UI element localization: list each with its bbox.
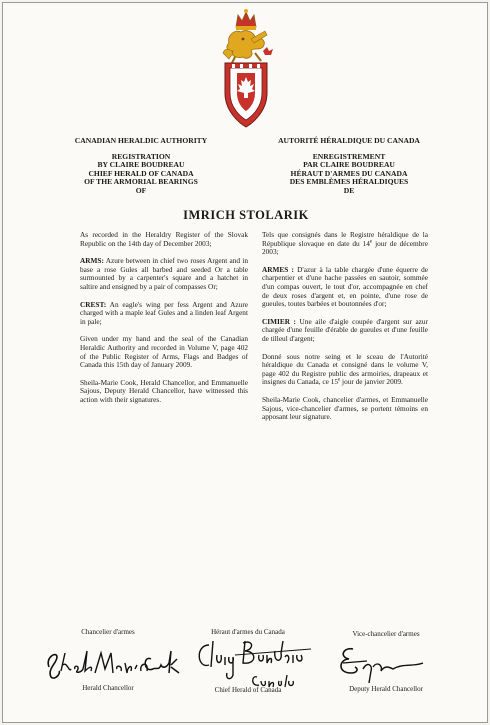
shield-icon: [225, 63, 267, 127]
recorded-paragraph: [262, 231, 428, 257]
header-line: REGISTRATION: [111, 151, 171, 161]
crown-icon: [236, 9, 256, 30]
signature-left: [43, 643, 183, 685]
given-text-end: jour de janvier 2009.: [340, 377, 403, 387]
body-french: [262, 231, 428, 431]
authority-name-fr: AUTORITÉ HÉRALDIQUE DU CANADA: [278, 136, 420, 145]
authority-name-en: CANADIAN HERALDIC AUTHORITY: [74, 136, 208, 145]
given-paragraph: [262, 353, 428, 387]
signature-center: [195, 635, 315, 691]
body-english: [80, 231, 248, 414]
header-line: CHIEF HERALD OF CANADA: [88, 168, 194, 178]
crest-label: CREST:: [80, 299, 107, 309]
crest-label: CIMIER :: [262, 316, 296, 326]
signature-title-center: Héraut d'armes du Canada: [211, 628, 285, 636]
recipient-name: IMRICH STOLARIK: [183, 208, 309, 222]
crest-text: An eagle's wing per fess Argent and Azure charged with a maple leaf Gules and a linden leaf Argent in pale;: [80, 299, 248, 326]
ordinal-superscript: e: [369, 239, 373, 245]
header-line: DE: [343, 185, 355, 195]
recorded-text-end: jour de décembre 2003;: [262, 238, 428, 257]
arms-label: ARMS:: [80, 256, 104, 266]
arms-label: ARMES :: [262, 264, 294, 274]
witness-paragraph: Sheila-Marie Cook, Herald Chancellor, and Emmanuelle Sajous, Deputy Herald Chancellor, have witnessed this action with their signatures.: [80, 377, 248, 404]
header-line: PAR CLAIRE BOUDREAU: [303, 160, 395, 170]
signature-right: [333, 643, 443, 685]
signature-caption-right: Deputy Herald Chancellor: [349, 685, 423, 693]
crest-paragraph: [262, 318, 428, 344]
header-line: HÉRAUT D'ARMES DU CANADA: [290, 168, 408, 178]
held-maple-leaf-icon: [263, 47, 273, 55]
header-line: BY CLAIRE BOUDREAU: [97, 160, 185, 170]
crest-text: Une aile d'aigle coupée d'argent sur azur chargée d'une feuille d'érable de gueules et d'une feuille de tilleul d'argent;: [262, 316, 428, 343]
signature-caption-left: Herald Chancellor: [82, 684, 134, 692]
header-line: OF: [135, 185, 147, 195]
arms-text: Azure between in chief two roses Argent and in base a rose Gules all barbed and seeded Or a table surmounted by a carpenter's square and a hatchet in saltire and ensigned by a pair of compasses Or;: [80, 256, 248, 291]
recorded-paragraph: As recorded in the Heraldry Register of the Slovak Republic on the 14th day of December 2003;: [80, 230, 248, 248]
header-french: [249, 137, 449, 196]
arms-paragraph: [80, 257, 248, 291]
letters-patent-page: [2, 2, 488, 723]
heraldic-authority-emblem: [207, 7, 285, 133]
header-line: DES EMBLÈMES HÉRALDIQUES: [289, 177, 409, 187]
witness-paragraph: Sheila-Marie Cook, chancelier d'armes, et Emmanuelle Sajous, vice-chancelier d'armes, se portent témoins en apposant leur signature.: [262, 394, 428, 422]
given-paragraph: Given under my hand and the seal of the Canadian Heraldic Authority and recorded in Volume V, page 402 of the Public Register of Arms, Flags and Badges of Canada this 15th day of January 2009.: [80, 334, 248, 370]
ordinal-superscript: e: [338, 377, 341, 383]
header-english: [41, 137, 241, 196]
crest-paragraph: [80, 301, 248, 327]
recorded-text: Tels que consignés dans le Registre héraldique de la République slovaque en date du 14: [262, 230, 428, 248]
arms-text: D'azur à la table chargée d'une équerre de charpentier et d'une hache passées en sautoir, sommée d'un compas ouvert, le tout d'or, accompagnée en chef de deux roses d'argent et, en pointe, d'une rose de gueules, toutes barbées et boutonnées d'or;: [262, 264, 429, 309]
signature-caption-center: Chief Herald of Canada: [214, 686, 282, 694]
given-text: Donné sous notre seing et le sceau de l'Autorité héraldique du Canada et consigné dans le volume V, page 402 du Registre public des armoiries, drapeaux et insignes du Canada, ce 15: [262, 351, 428, 387]
signature-title-left: Chancelier d'armes: [81, 628, 135, 636]
header-line: ENREGISTREMENT: [312, 151, 386, 161]
arms-paragraph: [262, 266, 428, 309]
lion-icon: [223, 31, 267, 65]
header-line: OF THE ARMORIAL BEARINGS: [84, 177, 198, 187]
signature-title-right: Vice-chancelier d'armes: [352, 630, 420, 638]
